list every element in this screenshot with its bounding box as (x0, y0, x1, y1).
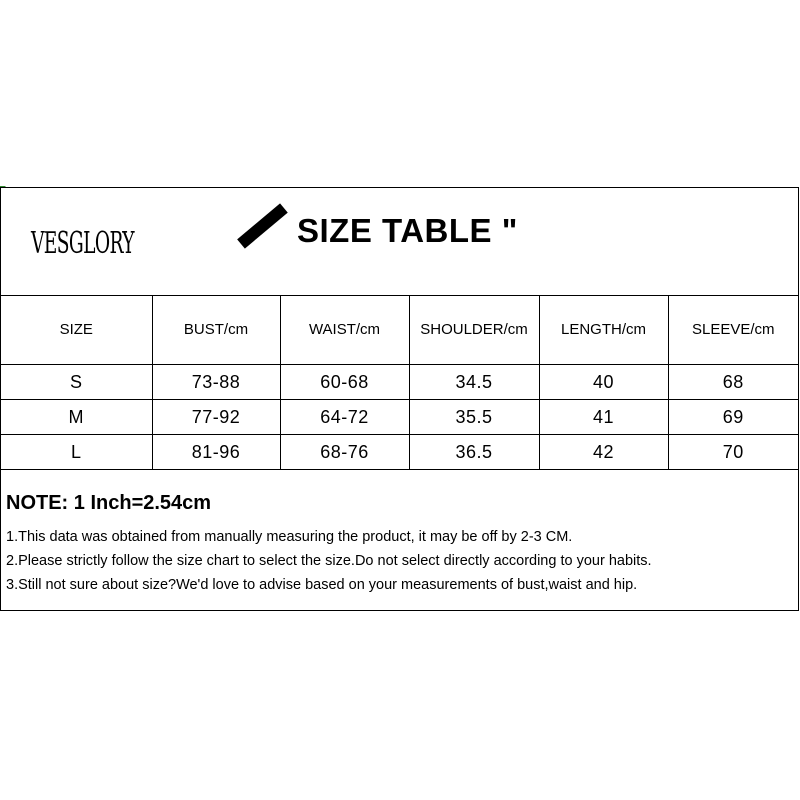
size-chart-sheet (0, 187, 799, 611)
column-header-shoulder: SHOULDER/cm (409, 295, 539, 365)
table-cell: L (1, 435, 152, 470)
table-cell: 60-68 (280, 365, 409, 400)
table-cell: 35.5 (409, 400, 539, 435)
page-title: SIZE TABLE " (297, 212, 518, 249)
column-header-length: LENGTH/cm (539, 295, 668, 365)
column-header-bust: BUST/cm (152, 295, 280, 365)
table-cell: 70 (668, 435, 798, 470)
table-cell: 40 (539, 365, 668, 400)
table-cell: 81-96 (152, 435, 280, 470)
column-header-size: SIZE (1, 295, 152, 365)
table-cell: 77-92 (152, 400, 280, 435)
column-header-waist: WAIST/cm (280, 295, 409, 365)
chart-header (1, 188, 798, 296)
column-header-sleeve: SLEEVE/cm (668, 295, 798, 365)
table-cell: 73-88 (152, 365, 280, 400)
table-cell: 34.5 (409, 365, 539, 400)
brand-logo: VESGLORY (31, 226, 134, 261)
table-cell: S (1, 365, 152, 400)
table-cell: 69 (668, 400, 798, 435)
table-cell: 68-76 (280, 435, 409, 470)
slash-decoration (237, 203, 288, 248)
note-line: 2.Please strictly follow the size chart to select the size.Do not select directly according to your habits. (6, 553, 652, 569)
table-cell: 64-72 (280, 400, 409, 435)
table-cell: 42 (539, 435, 668, 470)
note-line: 1.This data was obtained from manually measuring the product, it may be off by 2-3 CM. (6, 529, 573, 545)
notes-section (6, 484, 796, 597)
table-row (1, 435, 798, 470)
table-cell: 41 (539, 400, 668, 435)
table-cell: M (1, 400, 152, 435)
table-cell: 68 (668, 365, 798, 400)
note-title: NOTE: 1 Inch=2.54cm (6, 492, 212, 514)
table-cell: 36.5 (409, 435, 539, 470)
note-line: 3.Still not sure about size?We'd love to advise based on your measurements of bust,waist and hip. (6, 577, 638, 593)
table-row (1, 400, 798, 435)
table-row (1, 365, 798, 400)
table-header-row (1, 295, 798, 365)
size-table (1, 295, 798, 470)
